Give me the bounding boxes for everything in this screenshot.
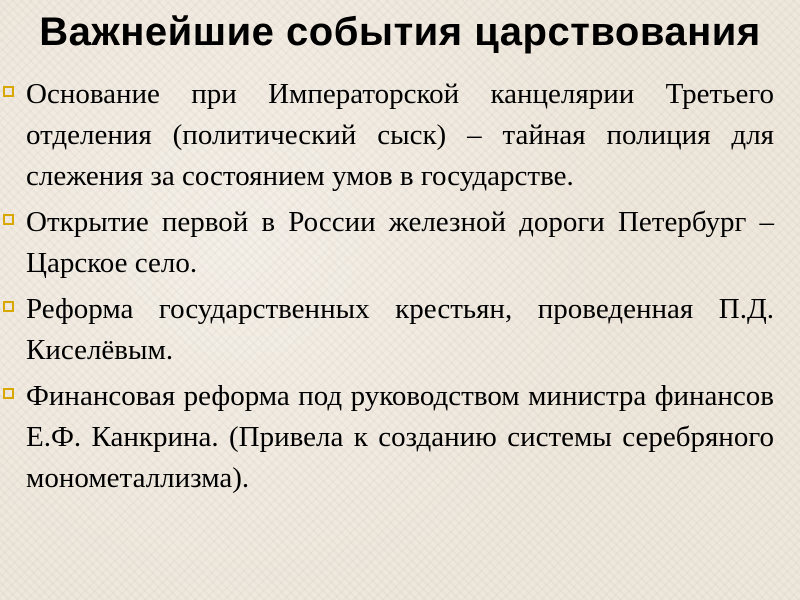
bullet-text: Основание при Императорской канцелярии Третьего отделения (политический сыск) – тайная полиция для слежения за состоянием умов в государстве. xyxy=(26,78,774,192)
square-bullet-icon xyxy=(3,301,14,312)
bullet-text: Финансовая реформа под руководством министра финансов Е.Ф. Канкрина. (Привела к созданию системы серебряного монометаллизма). xyxy=(26,380,774,494)
list-item xyxy=(0,74,800,197)
bullet-text: Реформа государственных крестьян, проведенная П.Д. Киселёвым. xyxy=(26,293,774,366)
list-item xyxy=(0,289,800,371)
list-item xyxy=(0,376,800,499)
bullet-list xyxy=(0,74,800,504)
square-bullet-icon xyxy=(3,214,14,225)
square-bullet-icon xyxy=(3,388,14,399)
square-bullet-icon xyxy=(3,86,14,97)
slide-title: Важнейшие события царствования xyxy=(39,10,761,54)
bullet-text: Открытие первой в России железной дороги Петербург – Царское село. xyxy=(26,206,774,279)
list-item xyxy=(0,202,800,284)
